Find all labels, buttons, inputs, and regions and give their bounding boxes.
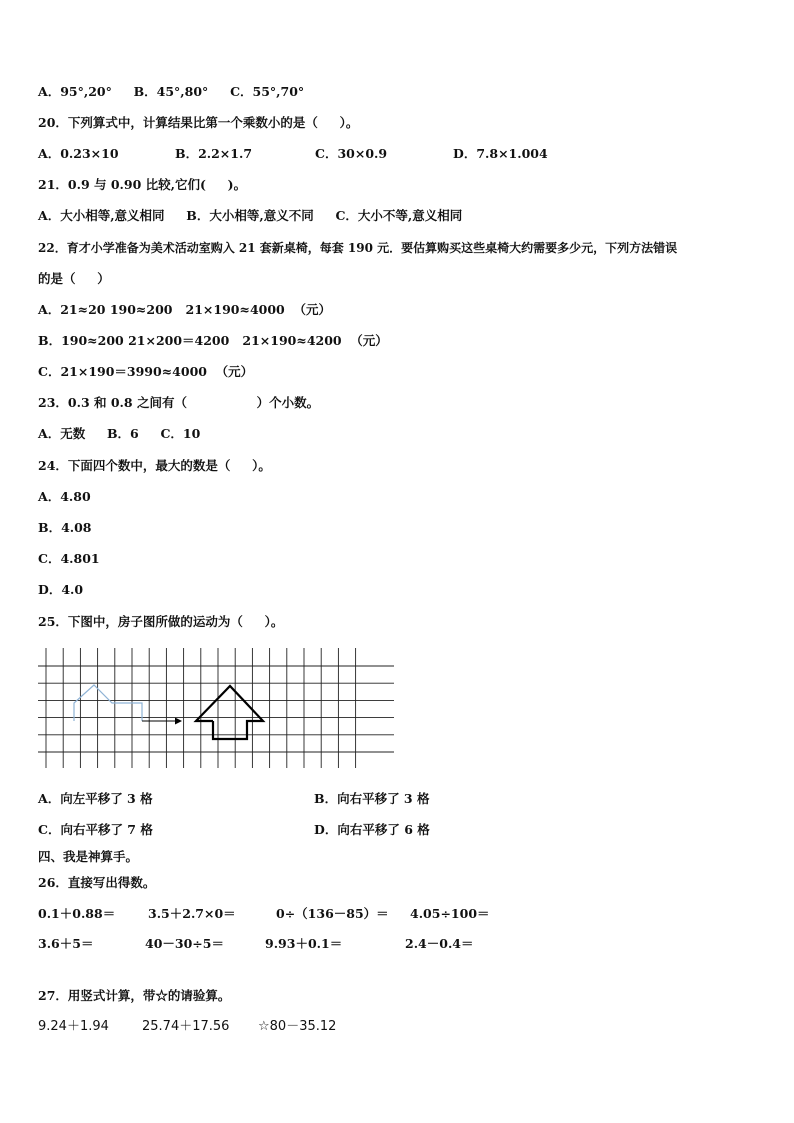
- q27-item-1: 9.24＋1.94: [38, 1019, 109, 1034]
- q22-option-a: A．21≈20 190≈200 21×190≈4000 （元）: [38, 302, 331, 317]
- q22-option-b: B．190≈200 21×200＝4200 21×190≈4200 （元）: [38, 333, 388, 348]
- q20-option-d: D．7.8×1.004: [453, 146, 548, 161]
- q24-option-a: A．4.80: [38, 489, 91, 504]
- q26-question: 26．直接写出得数。: [38, 875, 156, 890]
- moved-house-outline: [196, 686, 263, 739]
- q26-item-8: 2.4－0.4＝: [405, 936, 474, 951]
- q25-option-c: C．向右平移了 7 格: [38, 822, 153, 837]
- q19-options: A．95°,20° B．45°,80° C．55°,70°: [38, 84, 305, 99]
- q27-item-3: ☆80－35.12: [258, 1019, 337, 1034]
- q22-question-line2: 的是（ ）: [38, 271, 110, 286]
- grid-lines: [38, 648, 394, 768]
- q26-item-2: 3.5＋2.7×0＝: [148, 906, 236, 921]
- q25-option-b: B．向右平移了 3 格: [314, 791, 430, 806]
- q25-option-a: A．向左平移了 3 格: [38, 791, 153, 806]
- section4-title: 四、我是神算手。: [38, 849, 139, 864]
- q26-item-5: 3.6＋5＝: [38, 936, 94, 951]
- q21-question: 21．0.9 与 0.90 比较,它们( )。: [38, 177, 247, 192]
- q25-option-d: D．向右平移了 6 格: [314, 822, 430, 837]
- q22-question-line1: 22．育才小学准备为美术活动室购入 21 套新桌椅，每套 190 元．要估算购买这些桌椅大约需要多少元，下列方法错误: [38, 241, 678, 255]
- q24-option-d: D．4.0: [38, 582, 84, 597]
- q24-question: 24．下面四个数中，最大的数是（ ）。: [38, 458, 271, 473]
- q21-options: A．大小相等,意义相同 B．大小相等,意义不同 C．大小不等,意义相同: [38, 208, 463, 223]
- q26-item-1: 0.1＋0.88＝: [38, 906, 116, 921]
- q22-option-c: C．21×190＝3990≈4000 （元）: [38, 364, 254, 379]
- q26-item-4: 4.05÷100＝: [410, 906, 490, 921]
- q23-options: A．无数 B．6 C．10: [38, 426, 201, 441]
- q25-question: 25．下图中，房子图所做的运动为（ ）。: [38, 614, 284, 629]
- q27-item-2: 25.74＋17.56: [142, 1019, 230, 1034]
- q20-option-a: A．0.23×10: [38, 146, 119, 161]
- q23-question: 23．0.3 和 0.8 之间有（ ）个小数。: [38, 395, 320, 410]
- translation-grid-figure: [38, 648, 398, 773]
- q26-item-3: 0÷（136－85）＝: [276, 906, 389, 921]
- q20-option-c: C．30×0.9: [315, 146, 388, 161]
- q24-option-b: B．4.08: [38, 520, 92, 535]
- q20-question: 20．下列算式中，计算结果比第一个乘数小的是（ ）。: [38, 115, 359, 130]
- q26-item-7: 9.93＋0.1＝: [265, 936, 343, 951]
- move-arrowhead: [175, 718, 182, 725]
- q27-question: 27．用竖式计算，带☆的请验算。: [38, 988, 231, 1003]
- q26-item-6: 40－30÷5＝: [145, 936, 224, 951]
- q20-option-b: B．2.2×1.7: [175, 146, 253, 161]
- q24-option-c: C．4.801: [38, 551, 100, 566]
